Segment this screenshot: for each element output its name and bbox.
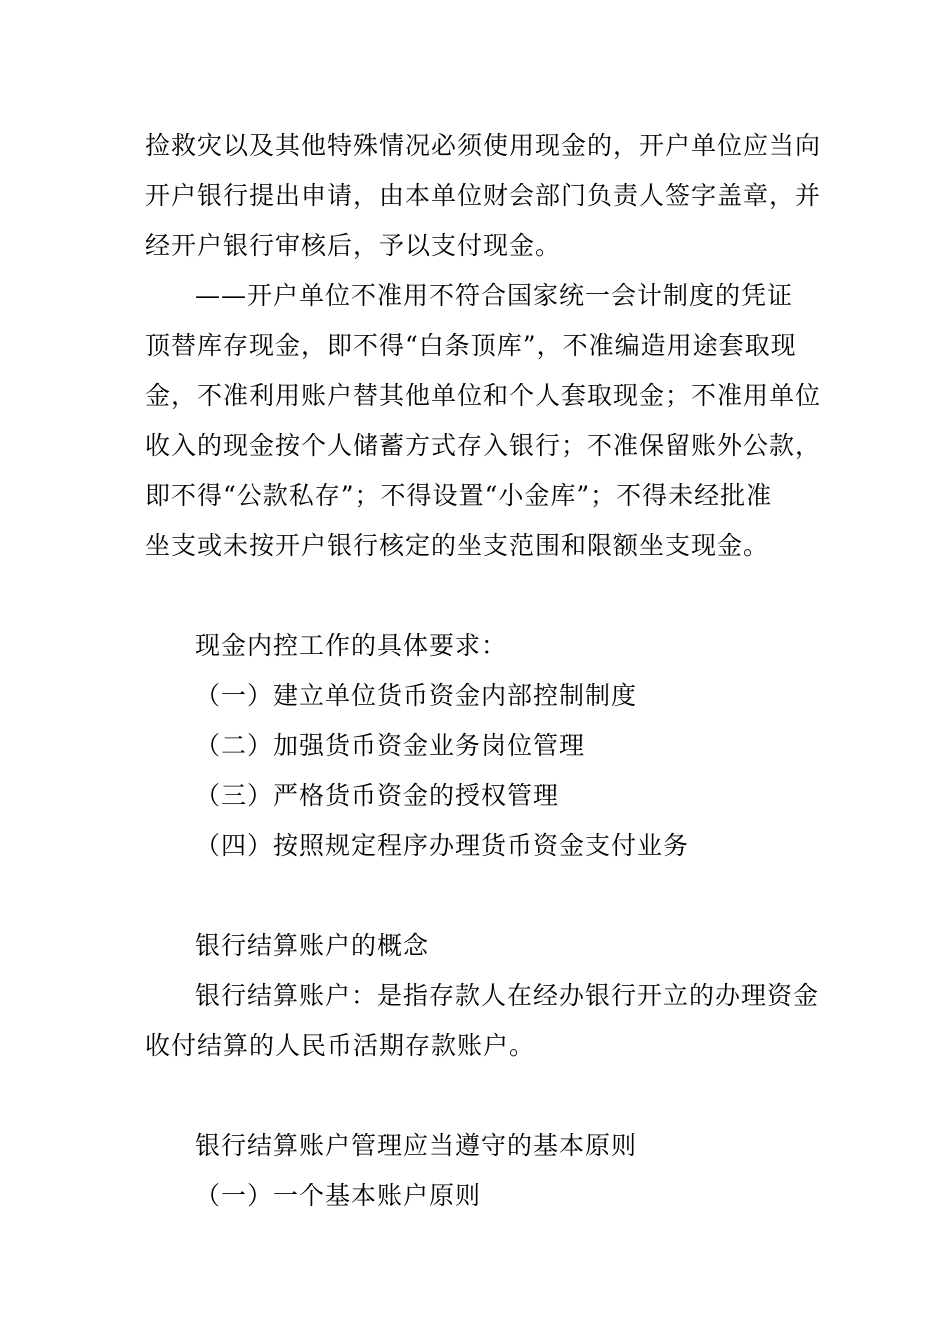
- section-heading: 银行结算账户的概念: [195, 931, 430, 960]
- list-item: （二）加强货币资金业务岗位管理: [195, 731, 586, 760]
- paragraph-gap: [145, 1071, 810, 1121]
- text-line: 捡救灾以及其他特殊情况必须使用现金的，开户单位应当向: [145, 131, 822, 160]
- text-line: 收入的现金按个人储蓄方式存入银行；不准保留账外公款，: [145, 431, 822, 460]
- text-line: 金，不准利用账户替其他单位和个人套取现金；不准用单位: [145, 381, 822, 410]
- section-heading: 银行结算账户管理应当遵守的基本原则: [195, 1131, 638, 1160]
- text-line: 顶替库存现金，即不得“白条顶库”，不准编造用途套取现: [145, 331, 797, 360]
- list-item: （三）严格货币资金的授权管理: [195, 781, 560, 810]
- text-line: 坐支或未按开户银行核定的坐支范围和限额坐支现金。: [145, 531, 770, 560]
- text-line: 经开户银行审核后，予以支付现金。: [145, 231, 562, 260]
- list-item: （一）一个基本账户原则: [195, 1181, 482, 1210]
- text-line: 银行结算账户：是指存款人在经办银行开立的办理资金: [195, 981, 820, 1010]
- paragraph-gap: [145, 871, 810, 921]
- document-page: [145, 121, 822, 1221]
- text-line: 即不得“公款私存”；不得设置“小金库”；不得未经批准: [145, 481, 773, 510]
- text-line: ——开户单位不准用不符合国家统一会计制度的凭证: [195, 281, 794, 310]
- text-line: 开户银行提出申请，由本单位财会部门负责人签字盖章，并: [145, 181, 822, 210]
- list-item: （四）按照规定程序办理货币资金支付业务: [195, 831, 690, 860]
- text-line: 收付结算的人民币活期存款账户。: [145, 1031, 536, 1060]
- list-item: （一）建立单位货币资金内部控制制度: [195, 681, 638, 710]
- section-heading: 现金内控工作的具体要求：: [195, 631, 508, 660]
- paragraph-gap: [145, 571, 810, 621]
